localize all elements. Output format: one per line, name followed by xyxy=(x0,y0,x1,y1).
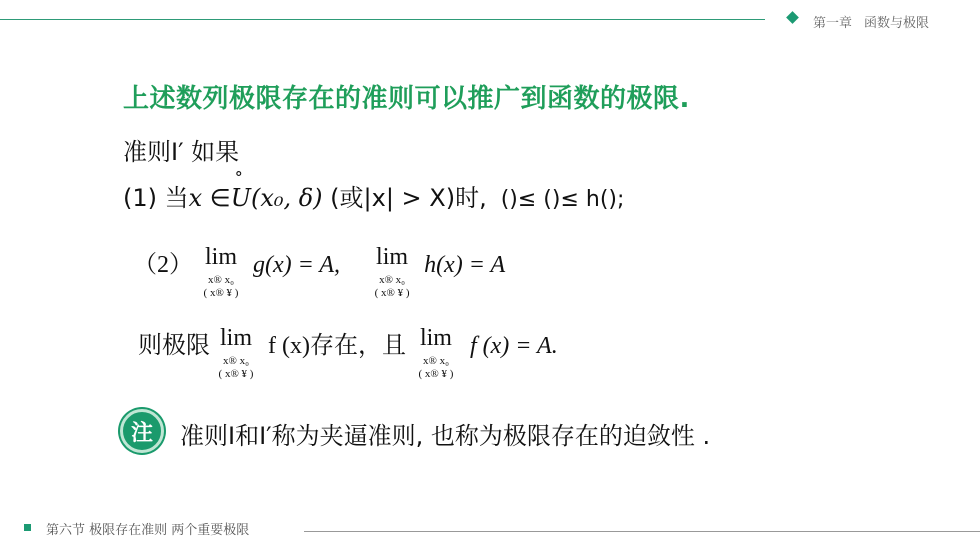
condition-2 xyxy=(133,244,506,299)
lim-sub1: x® x₀ xyxy=(423,355,449,367)
cond2-label: （2） xyxy=(133,252,193,278)
condition-1 xyxy=(123,178,624,213)
rule-title: 准则I′ 如果 xyxy=(123,138,240,166)
lim-sub1: x® x₀ xyxy=(208,274,234,286)
lim-sub xyxy=(219,355,254,381)
lim-sub xyxy=(375,274,410,300)
lim-word: lim xyxy=(219,325,252,351)
conclusion-f-eq: f (x) = A. xyxy=(469,333,558,359)
lim-sub xyxy=(204,274,239,300)
cond1-in: ∈ xyxy=(202,184,231,212)
note-badge: 注 xyxy=(120,409,164,453)
lim-g xyxy=(201,244,241,299)
cond1-inequality: ()≤ ()≤ h(); xyxy=(500,187,625,212)
footer-square-icon xyxy=(24,524,31,531)
lim-word: lim xyxy=(204,244,237,270)
lim-sub2: ( x® ¥ ) xyxy=(218,368,254,380)
chapter-title: 函数与极限 xyxy=(864,16,930,31)
conclusion xyxy=(138,325,558,380)
lim-sub1: x® x₀ xyxy=(223,355,249,367)
footer-section: 第六节 极限存在准则 两个重要极限 xyxy=(46,523,250,538)
conclusion-prefix: 则极限 xyxy=(138,333,210,359)
lim-f1 xyxy=(216,325,256,380)
lim-h xyxy=(372,244,412,299)
slide-heading: 上述数列极限存在的准则可以推广到函数的极限. xyxy=(123,84,690,114)
diamond-icon xyxy=(786,11,799,24)
cond1-x: x xyxy=(188,184,203,212)
lim-word: lim xyxy=(419,325,452,351)
lim-word: lim xyxy=(376,244,409,270)
header-divider xyxy=(0,19,765,20)
lim-sub2: ( x® ¥ ) xyxy=(203,287,239,299)
cond2-h: h(x) = A xyxy=(424,252,506,278)
cond2-g: g(x) = A, xyxy=(253,252,341,278)
conclusion-f-exists: f (x)存在，且 xyxy=(268,333,406,359)
lim-sub1: x® x₀ xyxy=(379,274,406,286)
cond1-neighborhood: (x₀, δ) xyxy=(250,184,323,212)
lim-sub xyxy=(419,355,454,381)
cond1-prefix: (1) 当 xyxy=(123,184,189,212)
lim-sub2: ( x® ¥ ) xyxy=(374,287,410,299)
chapter-number: 第一章 xyxy=(813,16,853,31)
footer-divider xyxy=(304,531,980,532)
cond1-alt: (或|x| > X)时, xyxy=(322,184,487,212)
chapter-label xyxy=(813,12,941,31)
cond1-U: ° U xyxy=(231,184,251,212)
lim-f2 xyxy=(416,325,456,380)
lim-sub2: ( x® ¥ ) xyxy=(418,368,454,380)
note-text: 准则I和I′称为夹逼准则, 也称为极限存在的迫敛性 . xyxy=(180,422,711,450)
